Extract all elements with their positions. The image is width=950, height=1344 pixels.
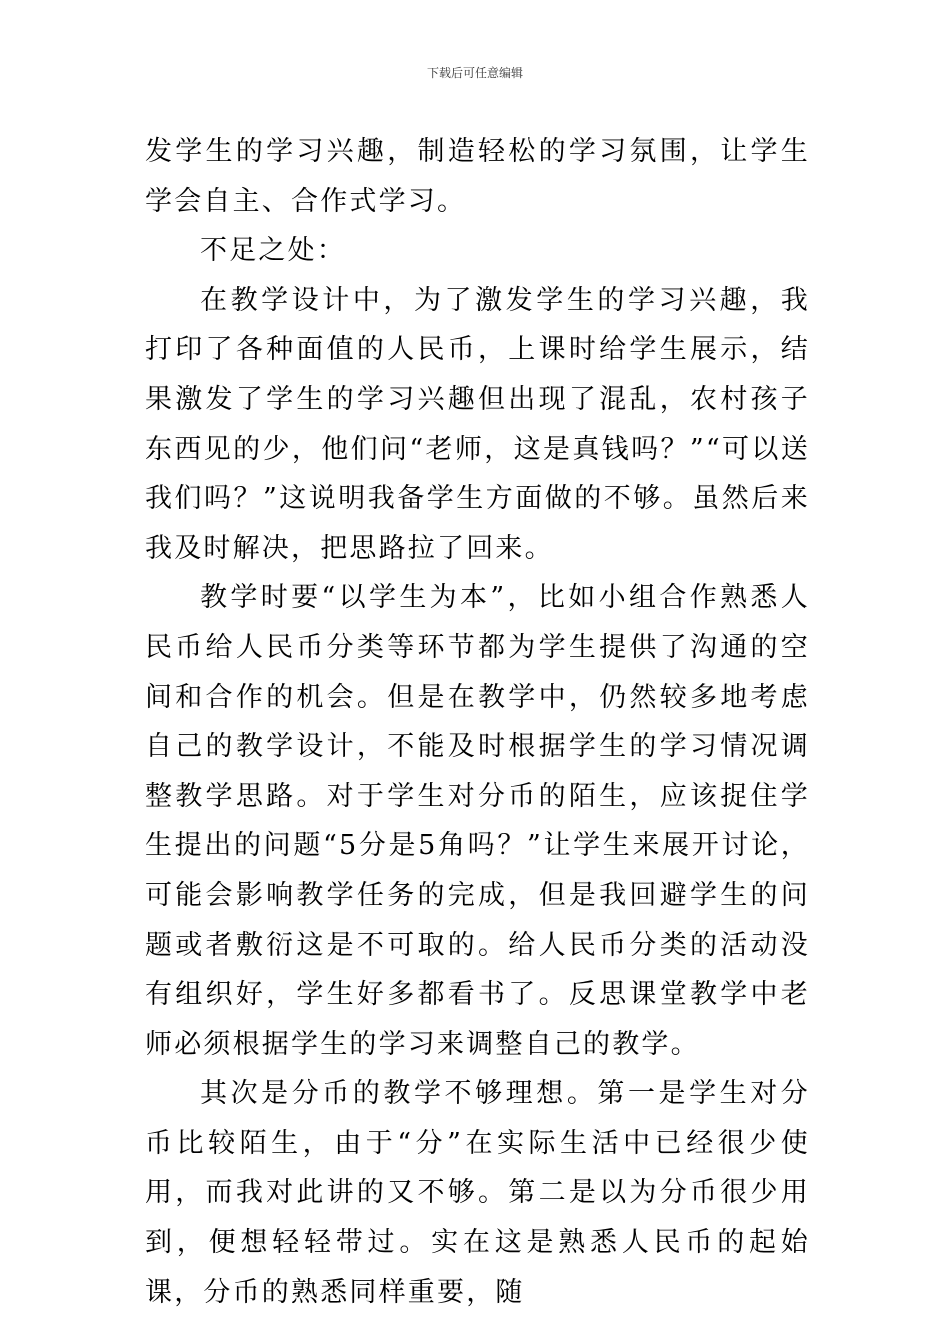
paragraph: 其次是分币的教学不够理想。第一是学生对分币比较陌生，由于“分”在实际生活中已经很少使用，而我对此讲的又不够。第二是以为分币很少用到，便想轻轻带过。实在这是熟悉人民币的起始课，分币的熟悉同样重要，随 <box>145 1078 810 1308</box>
paragraph: 在教学设计中，为了激发学生的学习兴趣，我打印了各种面值的人民币，上课时给学生展示，结果激发了学生的学习兴趣但出现了混乱，农村孩子东西见的少，他们问“老师，这是真钱吗？”“可以送我们吗？”这说明我备学生方面做的不够。虽然后来我及时解决，把思路拉了回来。 <box>145 284 810 564</box>
paragraph: 教学时要“以学生为本”，比如小组合作熟悉人民币给人民币分类等环节都为学生提供了沟通的空间和合作的机会。但是在教学中，仍然较多地考虑自己的教学设计，不能及时根据学生的学习情况调整教学思路。对于学生对分币的陌生，应该捉住学生提出的问题“5分是5角吗？”让学生来展开讨论，可能会影响教学任务的完成，但是我回避学生的问题或者敷衍这是不可取的。给人民币分类的活动没有组织好，学生好多都看书了。反思课堂教学中老师必须根据学生的学习来调整自己的教学。 <box>145 582 810 1060</box>
page-header-note: 下载后可任意编辑 <box>426 66 523 80</box>
paragraph: 不足之处： <box>200 235 346 267</box>
document-body <box>145 127 810 1317</box>
paragraph: 发学生的学习兴趣，制造轻松的学习氛围，让学生学会自主、合作式学习。 <box>145 136 810 217</box>
